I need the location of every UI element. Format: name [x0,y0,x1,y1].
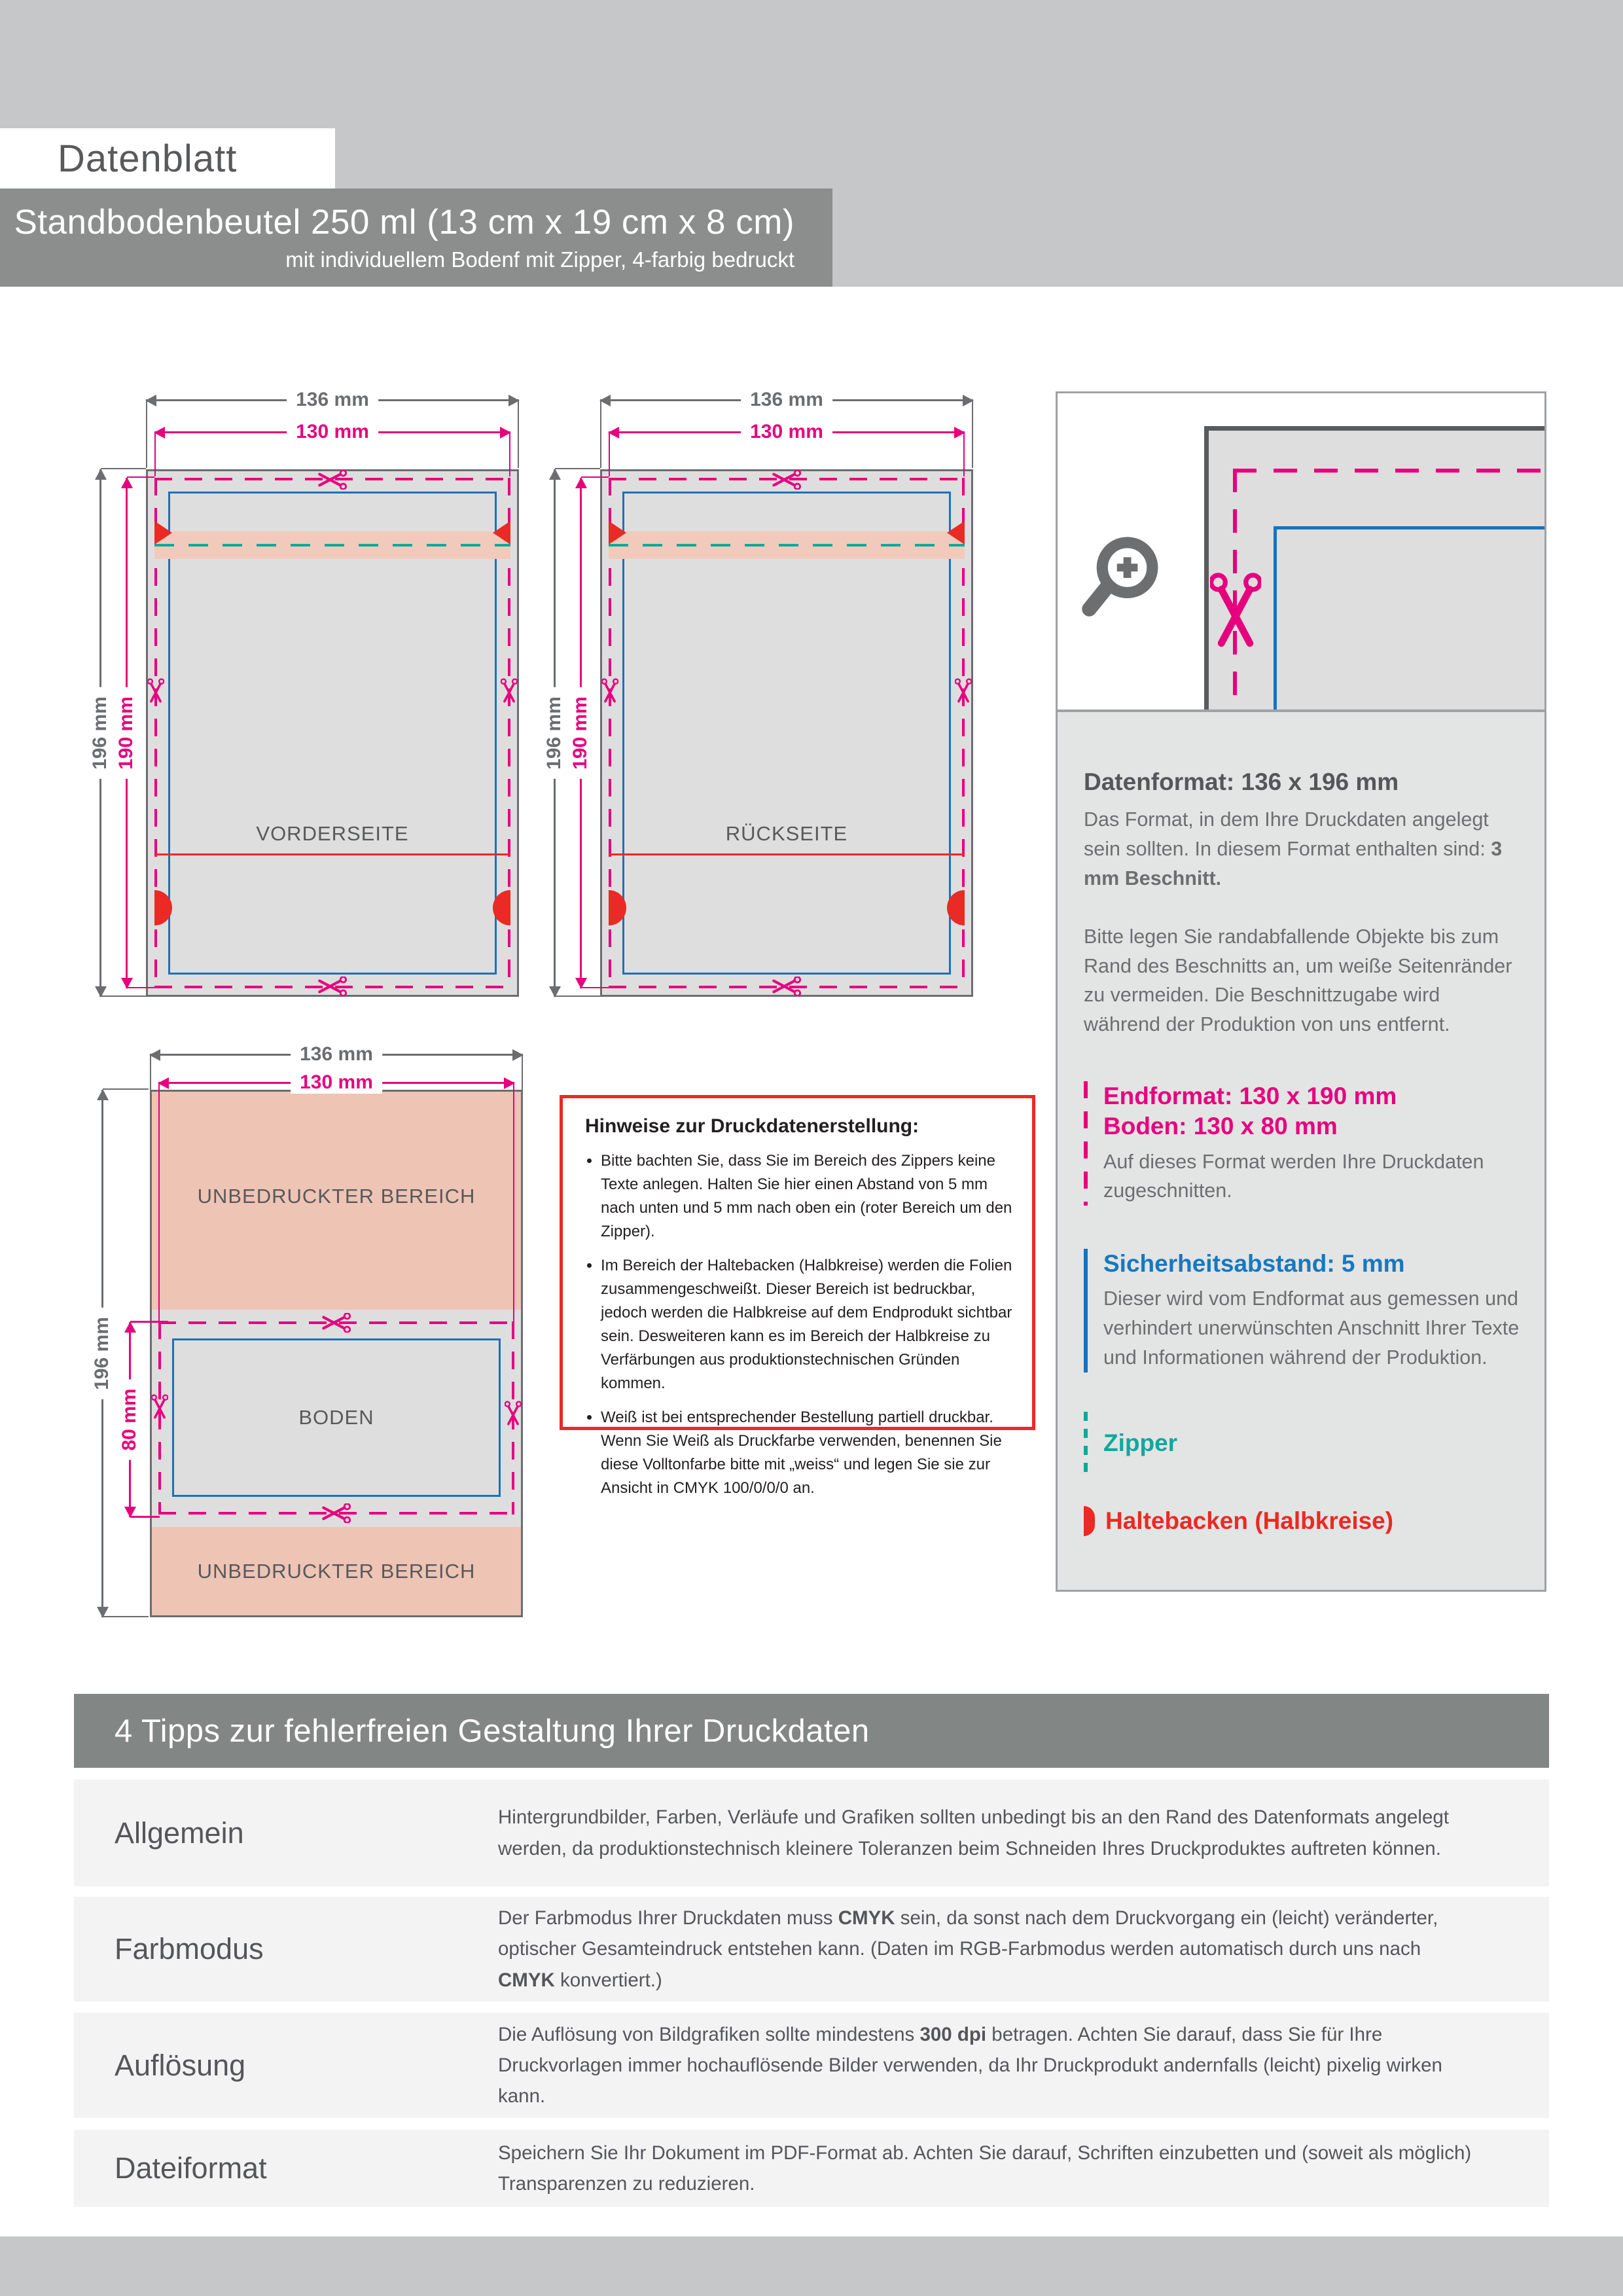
safety-line-legend-rule [1084,1249,1088,1372]
boden-fold-line [154,853,510,855]
dim-front-inner-width: 130 mm [154,431,510,433]
datenformat-text: Das Format, in dem Ihre Druckdaten angelegt sein sollten. In diesem Format enthalten sind: 3 mm Beschnitt. [1084,808,1503,889]
tip-label: Auflösung [115,2048,246,2082]
safety-area [622,492,951,975]
datenformat-text2: Bitte legen Sie randabfallende Objekte bis zum Rand des Beschnitts an, um weiße Seitenränder zu vermeiden. Die Beschnittzugabe wird während der Produktion von uns entfernt. [1084,925,1512,1036]
scissors-icon [321,1313,351,1333]
tips-title: 4 Tipps zur fehlerfreien Gestaltung Ihrer Druckdaten [115,1713,870,1749]
product-title: Standbodenbeutel 250 ml (13 cm x 19 cm x 8 cm) [14,202,794,242]
zipper-marker-right [493,521,510,545]
format-info-panel [1056,710,1546,1592]
cut-line-legend-rule [1084,1081,1088,1206]
diagram-back-label: RÜCKSEITE [725,822,848,845]
boden-heading: Boden: 130 x 80 mm [1103,1113,1338,1140]
dim-bottom-outer-height: 196 mm [101,1090,103,1617]
zipper-heading: Zipper [1103,1429,1178,1456]
tip-row-aufloesung [74,2013,1549,2118]
dim-back-outer-width: 136 mm [600,399,973,401]
unprinted-area-top [152,1092,521,1310]
tip-text: Speichern Sie Ihr Dokument im PDF-Format ab. Achten Sie darauf, Schriften einzubetten und (soweit als möglich) Transparenzen zu reduzieren. [498,2142,1472,2195]
boden-label: BODEN [298,1406,374,1429]
tip-text: Der Farbmodus Ihrer Druckdaten muss CMYK sein, da sonst nach dem Druckvorgang ein (leicht) veränderter, optischer Gesamteindruck entstehen kann. (Daten im RGB-Farbmodus werden automatisch durch uns nach CMYK konvertiert.) [498,1907,1438,1991]
dim-back-inner-height: 190 mm [580,478,582,988]
zipper-zone [609,531,965,559]
section-endformat [1084,1081,1521,1206]
zoom-detail-box [1056,391,1546,711]
diagram-bottom [150,1090,523,1617]
section-sicherheitsabstand [1084,1249,1521,1372]
hinweise-title: Hinweise zur Druckdatenerstellung: [585,1115,919,1137]
dim-bottom-inner-width: 130 mm [158,1082,514,1084]
boden-fold-line [609,853,965,855]
sheet-label-box [0,128,335,188]
tip-text: Hintergrundbilder, Farben, Verläufe und Grafiken sollten unbedingt bis an den Rand des Datenformats angelegt werden, da produktionstechnisch kleinere Toleranzen beim Schneiden Ihres Druckproduktes auftreten können. [498,1806,1449,1859]
hinweise-item: • Im Bereich der Haltebacken (Halbkreise) werden die Folien zusammengeschweißt. Dieser Bereich ist bedruckbar, jedoch werden die Halbkreise auf dem Endprodukt sichtbar sein. Desweiteren kann es im Bereich der Halbkreise zu Verfärbungen aus produktionstechnischen Gründen kommen. [601,1254,1012,1395]
dim-boden-height: 80 mm [129,1322,131,1517]
sicherheitsabstand-heading: Sicherheitsabstand: 5 mm [1103,1250,1405,1278]
section-haltebacken [1084,1506,1521,1536]
section-zipper [1084,1412,1521,1475]
zipper-zone [154,531,510,559]
product-subtitle: mit individuellem Bodenf mit Zipper, 4-farbig bedruckt [285,247,794,272]
scissors-icon [772,470,802,490]
tip-label: Dateiformat [115,2151,267,2185]
zipper-line-legend-rule [1084,1412,1088,1475]
hinweise-item: • Weiß ist bei entsprechender Bestellung partiell druckbar. Wenn Sie Weiß als Druckfarbe verwenden, benennen Sie diese Volltonfarbe bitte mit „weiss“ und legen Sie sie zur Ansicht in CMYK 100/0/0/0 an. [601,1406,1012,1500]
dim-front-inner-height: 190 mm [126,478,128,988]
tip-row-farbmodus [74,1897,1549,2001]
zipper-marker-right [947,521,965,545]
diagram-back [600,469,973,997]
zoom-plus-icon [1077,532,1164,629]
product-header-bar [0,188,832,287]
scissors-icon [955,678,972,703]
hinweise-box [560,1095,1035,1497]
unprinted-area-bottom [152,1527,521,1615]
scissors-icon [772,977,802,996]
haltebacken-heading: Haltebacken (Halbkreise) [1105,1507,1394,1534]
zipper-marker-left [609,521,626,545]
dim-front-outer-width: 136 mm [146,399,519,401]
detail-cut-line [1233,469,1544,473]
dim-front-outer-height: 196 mm [99,469,101,997]
scissors-icon [501,678,518,703]
sicherheitsabstand-text: Dieser wird vom Endformat aus gemessen und verhindert unerwünschten Anschnitt Ihrer Texte und Informationen während der Produktion. [1103,1287,1520,1369]
zipper-line [154,544,510,547]
tip-label: Allgemein [115,1816,244,1850]
tips-header [74,1694,1549,1768]
detail-safety-line [1274,526,1277,709]
scissors-icon [601,678,618,703]
scissors-icon [317,470,348,490]
bottom-band [0,2236,1623,2296]
tip-row-allgemein [74,1780,1549,1886]
unprinted-area-bottom-label: UNBEDRUCKTER BEREICH [197,1560,476,1583]
tip-text: Die Auflösung von Bildgrafiken sollte mindestens 300 dpi betragen. Achten Sie darauf, dass Sie für Ihre Druckvorlagen immer hochauflösende Bilder verwenden, da Ihr Druckprodukt andernfalls (leicht) pixelig wirken kann. [498,2023,1442,2108]
scissors-icon [321,1503,351,1523]
haltebacken-halfcircle-icon [1084,1506,1095,1536]
diagram-front-label: VORDERSEITE [256,822,409,845]
diagram-front [146,469,519,997]
dim-bottom-outer-width: 136 mm [150,1054,523,1056]
sheet-label: Datenblatt [58,137,238,180]
hinweise-item: • Bitte bachten Sie, dass Sie im Bereich des Zippers keine Texte anlegen. Halten Sie hier einen Abstand von 5 mm nach unten und 5 mm nach oben ein (roter Bereich um den Zipper). [601,1149,1012,1244]
endformat-heading: Endformat: 130 x 190 mm [1103,1083,1397,1110]
dim-back-inner-width: 130 mm [609,431,965,433]
detail-safety-line [1274,526,1544,529]
tip-row-dateiformat [74,2130,1549,2207]
tip-label: Farbmodus [115,1932,264,1965]
dim-back-outer-height: 196 mm [554,469,556,997]
endformat-text: Auf dieses Format werden Ihre Druckdaten zugeschnitten. [1103,1150,1484,1202]
hinweise-list [585,1149,1012,1500]
safety-area [168,492,497,975]
scissors-icon [1210,572,1261,648]
datenformat-heading: Datenformat: 136 x 196 mm [1084,768,1399,795]
zipper-line [609,544,965,547]
zipper-marker-left [154,521,172,545]
scissors-icon [147,678,164,703]
section-datenformat [1084,767,1521,1039]
scissors-icon [317,977,348,996]
scissors-icon [151,1394,168,1419]
scissors-icon [505,1401,522,1426]
unprinted-area-top-label: UNBEDRUCKTER BEREICH [197,1185,476,1208]
